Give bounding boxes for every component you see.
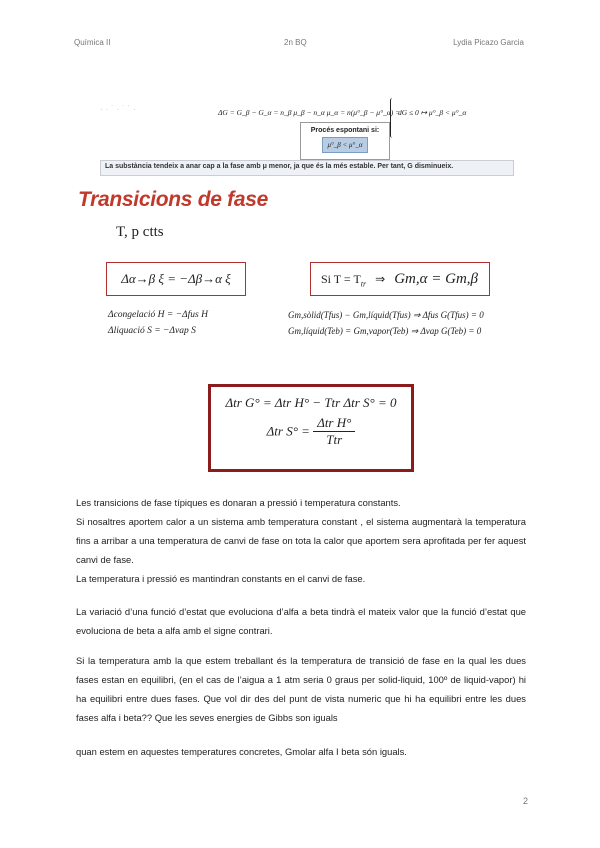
equilibrium-equation-box (310, 262, 490, 296)
spontaneity-inequality: dG ≤ 0 ↦ μ°_β < μ°_α (398, 108, 467, 117)
equilibrium-condition: Si T = T (321, 272, 361, 286)
transition-entropy-box (208, 384, 414, 472)
fraction-denominator: Ttr (326, 432, 343, 447)
paragraph-text: quan estem en aquestes temperatures concretes, Gmolar alfa I beta són iguals. (76, 746, 407, 757)
transition-entropy-fraction (313, 415, 355, 448)
body-paragraph-2 (76, 602, 526, 640)
equilibrium-equation (311, 263, 489, 300)
equilibrium-condition-sub: tr (360, 279, 367, 289)
body-paragraph-1 (76, 493, 526, 588)
section-title: Transicions de fase (78, 188, 268, 211)
body-paragraph-4 (76, 742, 526, 761)
header-left: Química II (74, 38, 111, 47)
header-center: 2n BQ (284, 38, 307, 47)
vaporization-gibbs-relation: Gm,líquid(Teb) = Gm,vapor(Teb) ⇒ Δvap G(Teb) = 0 (288, 326, 482, 336)
transition-entropy-lhs: Δtr S° = (266, 423, 310, 439)
molar-gibbs-equality: Gm,α = Gm,β (394, 271, 478, 287)
symmetry-equation-box (106, 262, 246, 296)
highlight-bar (100, 160, 514, 176)
fraction-numerator: Δtr H° (313, 415, 355, 432)
transition-gibbs-equation: Δtr G° = Δtr H° − Ttr Δtr S° = 0 (225, 395, 397, 410)
faint-scribble: · · ˙ · ˙ ˙ · (100, 104, 136, 114)
paragraph-text: La temperatura i pressió es mantindran constants en el canvi de fase. (76, 573, 366, 584)
conditions-label: T, p ctts (116, 224, 164, 240)
integral-sign (390, 98, 395, 138)
fusion-gibbs-relation: Gm,sòlid(Tfus) − Gm,líquid(Tfus) ⇒ Δfus G(Tfus) = 0 (288, 310, 484, 320)
body-paragraph-3 (76, 651, 526, 727)
transition-entropy-equation (211, 415, 411, 448)
paragraph-text: Les transicions de fase típiques es donaran a pressió i temperatura constants. (76, 497, 401, 508)
gibbs-difference-formula: ΔG = G_β − G_α = n_β μ_β − n_α μ_α = n(μ°_β − μ°_α) = (218, 108, 401, 117)
paragraph-text: Si nosaltres aportem calor a un sistema amb temperatura constant , el sistema augmentarà la temperatura fins a arribar a una temperatura de canvi de fase on tota la calor que aportem sera aprofitada per fer aquest canvi de fase. (76, 516, 526, 565)
spontaneous-box-formula: μ°_β < μ°_α (322, 137, 368, 153)
symmetry-equation: Δα→β ξ = −Δβ→α ξ (121, 271, 231, 286)
header-right: Lydia Picazo Garcia (453, 38, 524, 47)
spontaneous-box-title: Procés espontani si: (310, 127, 380, 134)
spontaneous-process-box (300, 122, 390, 160)
highlight-text: La substància tendeix a anar cap a la fase amb μ menor, ja que és la més estable. Per tant, G disminueix. (105, 163, 454, 170)
implies-arrow: ⇒ (375, 272, 386, 286)
entropy-liquefaction-relation: Δliquació S = −Δvap S (108, 326, 196, 336)
paragraph-text: La variació d’una funció d’estat que evoluciona d’alfa a beta tindrà el mateix valor que la funció d’estat que evoluciona de beta a alfa amb el signe contrari. (76, 606, 526, 636)
page-number: 2 (522, 796, 528, 806)
paragraph-text: Si la temperatura amb la que estem treballant és la temperatura de transició de fase en la qual les dues fases estan en equilibri, (en el cas de l’aigua a 1 atm seria 0 graus per solid-liquid, 100º de liquid-vapor) hi ha equilibri entre dues fases. Que vol dir des del punt de vista numeric que hi ha equilibri entre les dues fases alfa i beta?? Que les seves energies de Gibbs son iguals (76, 655, 526, 723)
enthalpy-freezing-relation: Δcongelació H = −Δfus H (108, 310, 208, 320)
